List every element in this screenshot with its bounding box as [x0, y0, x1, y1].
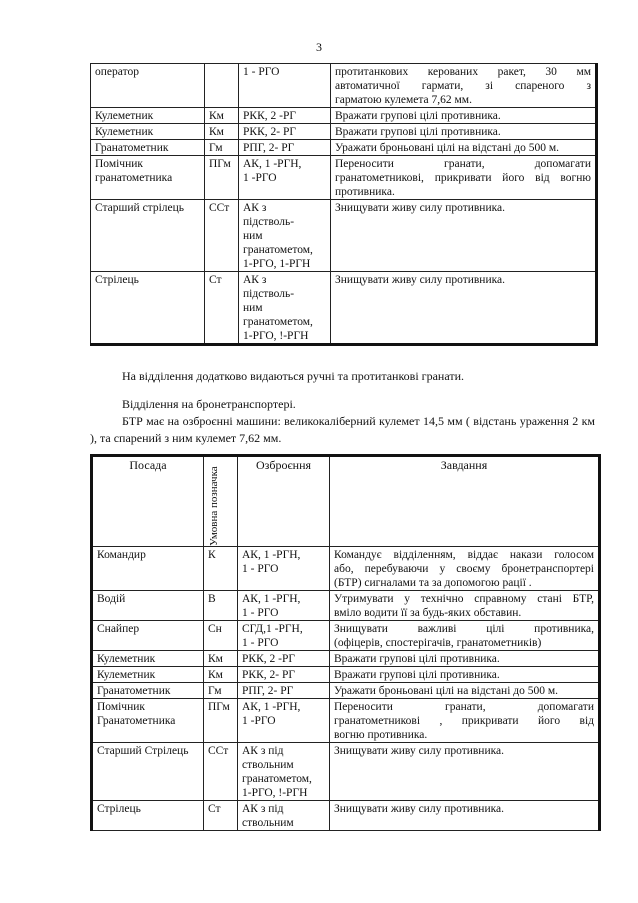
- task-line: гранатометникові , прикривати його від: [334, 715, 594, 727]
- table-row: [92, 591, 600, 621]
- task-cell: [331, 156, 597, 200]
- weapons-table-1: [90, 63, 598, 346]
- table-row: [92, 699, 600, 743]
- role-cell: Гранатометник: [91, 140, 205, 156]
- weapons-cell: [238, 743, 330, 801]
- task-line: (офіцерів, спостерігачів, гранатометників): [334, 637, 542, 649]
- task-cell: [330, 621, 600, 651]
- task-cell: [331, 124, 597, 140]
- header-code: Умовна позначка: [204, 456, 238, 547]
- task-cell: [330, 683, 600, 699]
- role-cell: Кулеметник: [92, 651, 204, 667]
- code-cell: ПГм: [204, 699, 238, 743]
- weapons-line: ствольним: [242, 817, 294, 829]
- weapons-line: РПГ, 2- РГ: [243, 142, 295, 154]
- task-cell: [330, 667, 600, 683]
- task-cell: [330, 591, 600, 621]
- role-cell: Кулеметник: [91, 108, 205, 124]
- task-cell: [331, 140, 597, 156]
- task-line: Вражати групові цілі противника.: [335, 126, 501, 138]
- task-line: Знищувати живу силу противника.: [335, 274, 506, 286]
- task-line: Уражати броньовані цілі на відстані до 500 м.: [335, 142, 560, 154]
- weapons-line: 1 - РГО: [242, 563, 279, 575]
- task-line: вогню противника.: [334, 729, 428, 741]
- weapons-line: гранатометом,: [242, 773, 312, 785]
- paragraph-btr-armament: БТР має на озброєнні машини: великокаліберний кулемет 14,5 мм ( відстань ураження 2 км ), та спарений з ним кулемет 7,62 мм.: [90, 414, 595, 445]
- task-cell: [330, 699, 600, 743]
- task-line: гранатометникові, прикривати його від вогню: [335, 172, 591, 184]
- table-row: [92, 683, 600, 699]
- table-row: [91, 272, 597, 345]
- weapons-line: АК, 1 -РГН,: [243, 158, 302, 170]
- role-cell: Гранатометник: [92, 683, 204, 699]
- weapons-cell: [238, 667, 330, 683]
- weapons-cell: [239, 108, 331, 124]
- weapons-cell: [239, 140, 331, 156]
- weapons-cell: [238, 547, 330, 591]
- paragraph-grenades: На відділення додатково видаються ручні та протитанкові гранати.: [122, 369, 465, 383]
- table-row: [91, 156, 597, 200]
- task-line: Переносити гранати, допомагати: [334, 701, 594, 713]
- code-cell: Сн: [204, 621, 238, 651]
- weapons-line: 1 - РГО: [243, 66, 280, 78]
- task-line: (БТР) сигналами та за допомогою рації .: [334, 577, 532, 589]
- weapons-line: АК з під: [242, 803, 284, 815]
- weapons-line: РКК, 2 -РГ: [243, 110, 296, 122]
- task-cell: [331, 64, 597, 108]
- code-cell: ССт: [205, 200, 239, 272]
- task-cell: [330, 651, 600, 667]
- weapons-line: АК, 1 -РГН,: [242, 701, 301, 713]
- table-row: [92, 621, 600, 651]
- table-row: [92, 801, 600, 831]
- table-row: [91, 124, 597, 140]
- weapons-cell: [238, 651, 330, 667]
- header-task: Завдання: [330, 456, 600, 547]
- task-line: Вражати групові цілі противника.: [334, 653, 500, 665]
- table-row: [91, 64, 597, 108]
- header-weapons: Озброєння: [238, 456, 330, 547]
- weapons-line: гранатометом,: [243, 316, 313, 328]
- task-cell: [331, 108, 597, 124]
- code-cell: ССт: [204, 743, 238, 801]
- role-cell: Кулеметник: [92, 667, 204, 683]
- weapons-line: АК з під: [242, 745, 284, 757]
- task-cell: [330, 743, 600, 801]
- code-cell: ПГм: [205, 156, 239, 200]
- task-line: автоматичної гармати, зі спареного з: [335, 80, 591, 92]
- code-cell: Гм: [204, 683, 238, 699]
- weapons-cell: [238, 699, 330, 743]
- weapons-table-2: [90, 454, 601, 831]
- role-cell: Помічник Гранатометника: [92, 699, 204, 743]
- code-cell: Гм: [205, 140, 239, 156]
- code-cell: Км: [204, 667, 238, 683]
- role-cell: Снайпер: [92, 621, 204, 651]
- weapons-line: 1-РГО, !-РГН: [242, 787, 308, 799]
- table-row: [92, 667, 600, 683]
- weapons-line: підстволь-: [243, 216, 295, 228]
- task-line: або, перебуваючи у своєму бронетранспортері: [334, 563, 594, 575]
- task-line: противника.: [335, 186, 395, 198]
- role-cell: Старший Стрілець: [92, 743, 204, 801]
- code-cell: Км: [204, 651, 238, 667]
- table-row: [92, 547, 600, 591]
- code-cell: [205, 64, 239, 108]
- task-line: Вражати групові цілі противника.: [335, 110, 501, 122]
- weapons-line: 1-РГО, 1-РГН: [243, 258, 311, 270]
- task-line: Знищувати живу силу противника.: [335, 202, 506, 214]
- role-cell: Стрілець: [92, 801, 204, 831]
- task-line: Утримувати у технічно справному стані БТР,: [334, 593, 594, 605]
- weapons-line: ствольним: [242, 759, 294, 771]
- task-line: вміло водити її за будь-яких обставин.: [334, 607, 522, 619]
- role-cell: Помічник гранатометника: [91, 156, 205, 200]
- table-row: [92, 651, 600, 667]
- weapons-line: 1 -РГО: [243, 172, 277, 184]
- task-line: Переносити гранати, допомагати: [335, 158, 591, 170]
- task-line: протитанкових керованих ракет, 30 мм: [335, 66, 591, 78]
- weapons-line: 1 - РГО: [242, 607, 279, 619]
- role-cell: Старший стрілець: [91, 200, 205, 272]
- weapons-cell: [239, 64, 331, 108]
- weapons-cell: [238, 801, 330, 831]
- weapons-line: підстволь-: [243, 288, 295, 300]
- role-cell: Стрілець: [91, 272, 205, 345]
- weapons-line: гранатометом,: [243, 244, 313, 256]
- task-line: Знищувати важливі цілі противника,: [334, 623, 594, 635]
- weapons-cell: [239, 200, 331, 272]
- role-cell: оператор: [91, 64, 205, 108]
- role-cell: Водій: [92, 591, 204, 621]
- weapons-line: РКК, 2 -РГ: [242, 653, 295, 665]
- code-cell: К: [204, 547, 238, 591]
- weapons-line: РПГ, 2- РГ: [242, 685, 294, 697]
- weapons-line: ним: [243, 302, 263, 314]
- weapons-line: ним: [243, 230, 263, 242]
- weapons-line: 1 -РГО: [242, 715, 276, 727]
- table-row: [92, 743, 600, 801]
- task-line: Вражати групові цілі противника.: [334, 669, 500, 681]
- weapons-line: 1 - РГО: [242, 637, 279, 649]
- weapons-cell: [239, 272, 331, 345]
- header-role: Посада: [92, 456, 204, 547]
- table-row: [91, 140, 597, 156]
- code-cell: Ст: [205, 272, 239, 345]
- role-cell: Командир: [92, 547, 204, 591]
- paragraph-btr-section: Відділення на бронетранспортері.: [122, 397, 296, 411]
- weapons-cell: [238, 621, 330, 651]
- page-number: 3: [316, 40, 322, 54]
- role-cell: Кулеметник: [91, 124, 205, 140]
- task-cell: [330, 801, 600, 831]
- code-cell: Км: [205, 124, 239, 140]
- task-line: гарматою кулемета 7,62 мм.: [335, 94, 472, 106]
- weapons-line: АК з: [243, 202, 267, 214]
- weapons-line: СГД,1 -РГН,: [242, 623, 303, 635]
- weapons-cell: [238, 683, 330, 699]
- task-line: Знищувати живу силу противника.: [334, 803, 505, 815]
- weapons-line: АК, 1 -РГН,: [242, 593, 301, 605]
- weapons-line: АК, 1 -РГН,: [242, 549, 301, 561]
- code-cell: Км: [205, 108, 239, 124]
- table-row: [91, 108, 597, 124]
- weapons-cell: [239, 124, 331, 140]
- task-line: Командує відділенням, віддає накази голосом: [334, 549, 594, 561]
- task-cell: [331, 200, 597, 272]
- weapons-line: РКК, 2- РГ: [243, 126, 296, 138]
- task-cell: [331, 272, 597, 345]
- weapons-line: РКК, 2- РГ: [242, 669, 295, 681]
- weapons-line: 1-РГО, !-РГН: [243, 330, 309, 342]
- task-cell: [330, 547, 600, 591]
- code-cell: Ст: [204, 801, 238, 831]
- table-row: [91, 200, 597, 272]
- weapons-cell: [238, 591, 330, 621]
- weapons-line: АК з: [243, 274, 267, 286]
- task-line: Знищувати живу силу противника.: [334, 745, 505, 757]
- code-cell: В: [204, 591, 238, 621]
- weapons-cell: [239, 156, 331, 200]
- task-line: Уражати броньовані цілі на відстані до 500 м.: [334, 685, 559, 697]
